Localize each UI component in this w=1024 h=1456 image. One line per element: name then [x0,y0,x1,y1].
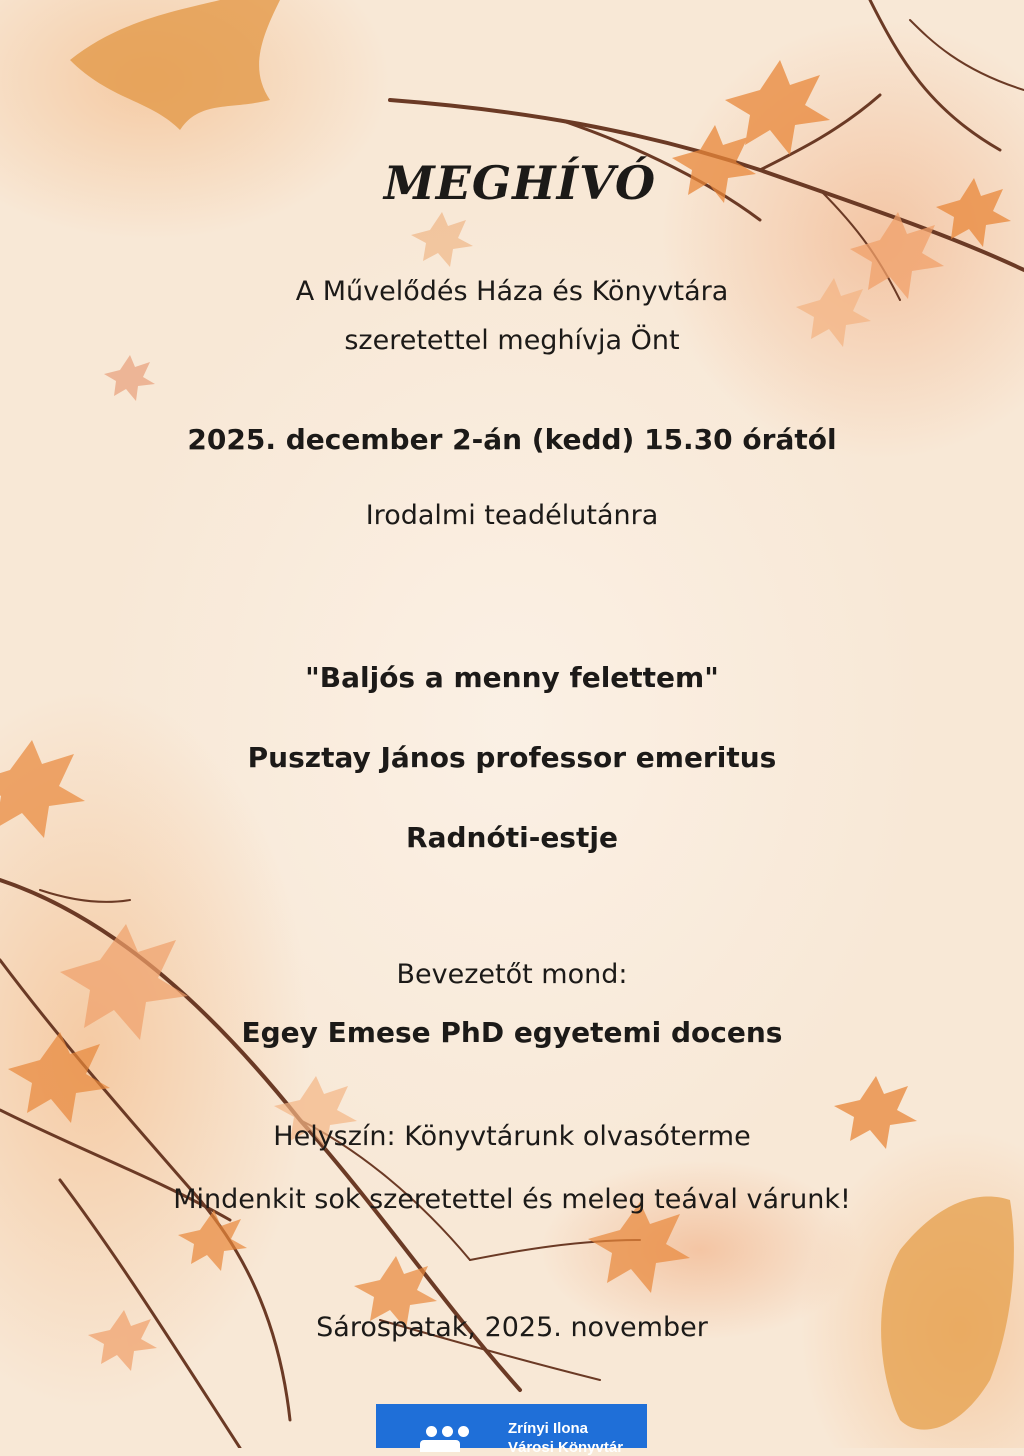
event-title: "Baljós a menny felettem" [305,661,719,694]
intro-label: Bevezetőt mond: [396,959,628,990]
host-line-2: szeretettel meghívja Önt [344,325,680,356]
place-and-date: Sárospatak, 2025. november [316,1312,708,1343]
logo-line-2: Városi Könyvtár [508,1439,624,1456]
logo-line-1: Zrínyi Ilona [508,1420,589,1437]
intro-speaker: Egey Emese PhD egyetemi docens [241,1016,783,1049]
logo-mark-icon [420,1440,460,1452]
event-type: Irodalmi teadélutánra [365,500,659,531]
performer: Pusztay János professor emeritus [247,741,777,774]
event-datetime: 2025. december 2-án (kedd) 15.30 órától [187,423,837,456]
host-line-1: A Művelődés Háza és Könyvtára [295,276,729,307]
library-logo [376,1404,647,1456]
welcome-message: Mindenkit sok szeretettel és meleg teával várunk! [173,1184,851,1215]
program-name: Radnóti-estje [406,821,618,854]
venue: Helyszín: Könyvtárunk olvasóterme [273,1121,751,1152]
logo-dots-icon [426,1422,474,1441]
invitation-title: MEGHÍVÓ [383,156,657,210]
